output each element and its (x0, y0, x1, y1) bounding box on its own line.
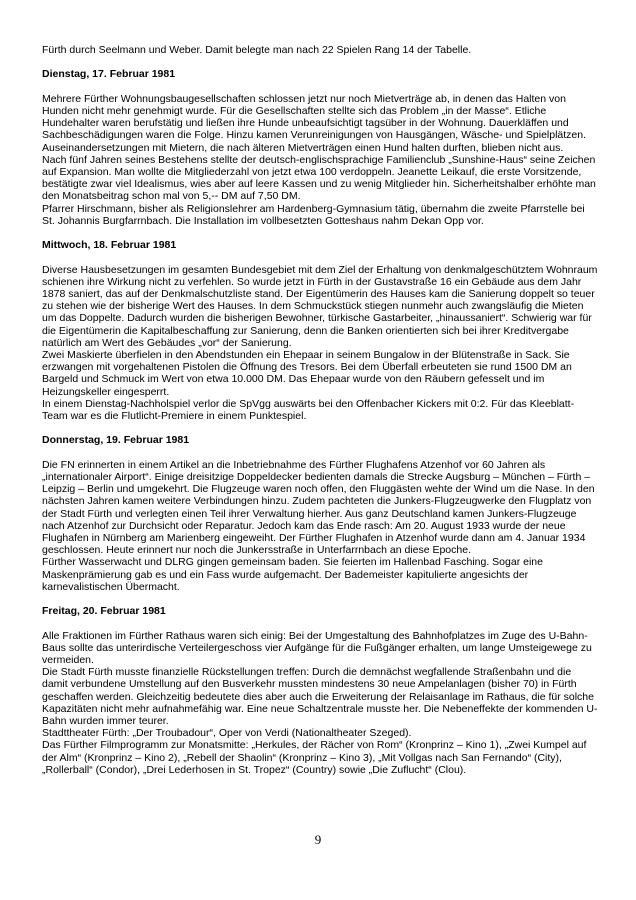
section-heading-donnerstag-19-februar-1981: Donnerstag, 19. Februar 1981 (42, 434, 190, 447)
section-body-donnerstag (42, 459, 598, 593)
paragraph: Mehrere Fürther Wohnungsbaugesellschaften schlossen jetzt nur noch Mietverträge ab, in denen das Halten von Hunden nicht mehr genehmigt wurde. Für die Gesellschaften stellte sich das Problem „in der Masse“. Etliche Hundehalter waren berufstätig und ließen ihre Hunde unbeaufsichtigt tagsüber in der Wohnung. Dauerkläffen und Sachbeschädigungen waren die Folge. Hinzu kamen Verunreinigungen von Hausgängen, Wäsche- und Spielplätzen. Auseinandersetzungen mit Mietern, die nach älteren Mietverträgen einen Hund halten durften, blieben nicht aus. (42, 92, 587, 154)
page-body (42, 44, 598, 776)
paragraph: In einem Dienstag-Nachholspiel verlor die SpVgg auswärts bei den Offenbacher Kickers mit 0:2. Für das Kleeblatt-Team war es die Flutlicht-Premiere in einem Punktespiel. (42, 397, 575, 423)
paragraph: Nach fünf Jahren seines Bestehens stellte der deutsch-englischsprachige Familienclub „Sunshine-Haus“ seine Zeichen auf Expansion. Man wollte die Mitgliederzahl von jetzt etwa 100 verdoppeln. Jeanette Leikauf, die erste Vorsitzende, bestätigte zwar viel Idealismus, wies aber auf leere Kassen und zu wenig Mitglieder hin. Sicherheitshalber erhöhte man den Monatsbeitrag schon mal von 5,-- DM auf 7,50 DM. (42, 153, 596, 203)
paragraph: Das Fürther Filmprogramm zur Monatsmitte: „Herkules, der Rächer von Rom“ (Kronprinz – Kino 1), „Zwei Kumpel auf der Alm“ (Kronprinz – Kino 2), „Rebell der Shaolin“ (Kronprinz – Kino 3), „Mit Vollgas nach San Fernando“ (City), „Rollerball“ (Condor), „Drei Lederhosen in St. Tropez“ (Country) sowie „Die Zuflucht“ (Clou). (42, 739, 587, 776)
section-heading-dienstag-17-februar-1981: Dienstag, 17. Februar 1981 (42, 68, 176, 81)
section-body-dienstag (42, 93, 598, 227)
paragraph: Fürther Wasserwacht und DLRG gingen gemeinsam baden. Sie feierten im Hallenbad Fasching. Sogar eine Maskenprämierung gab es und ein Fass wurde aufgemacht. Der Bademeister kapitulierte angesichts der karnevalistischen Übermacht. (42, 556, 543, 593)
paragraph: Stadttheater Fürth: „Der Troubadour“, Oper von Verdi (Nationaltheater Szeged). (42, 727, 412, 740)
paragraph: Zwei Maskierte überfielen in den Abendstunden ein Ehepaar in seinem Bungalow in der Blütenstraße in Sack. Sie erzwangen mit vorgehaltenen Pistolen die Öffnung des Tresors. Bei dem Überfall erbeuteten sie rund 1500 DM an Bargeld und Schmuck im Wert von etwa 10.000 DM. Das Ehepaar wurde von den Räubern gefesselt und im Heizungskeller eingesperrt. (42, 349, 572, 398)
paragraph: Die FN erinnerten in einem Artikel an die Inbetriebnahme des Fürther Flughafens Atzenhof vor 60 Jahren als „internationaler Airport“. Einige dreisitzige Doppeldecker bedienten damals die Strecke Augsburg – München – Fürth – Leipzig – Berlin und umgekehrt. Die Flugzeuge waren noch offen, den Fluggästen wehte der Wind um die Nase. In den nächsten Jahren kamen weitere Verbindungen hinzu. Zudem pachteten die Junkers-Flugzeugwerke den Flugplatz von der Stadt Fürth und verlegten einen Teil ihrer Verwaltung hierher. Aus ganz Deutschland kamen Junkers-Flugzeuge nach Atzenhof zur Durchsicht oder Reparatur. Jedoch kam das Ende rasch: Am 20. August 1933 wurde der neue Flughafen in Nürnberg am Marienberg eingeweiht. Der Fürther Flughafen in Atzenhof wurde dann am 4. Januar 1934 geschlossen. Heute erinnert nur noch die Junkersstraße in Unterfarrnbach an diese Epoche. (42, 458, 595, 557)
continuation-paragraph: Fürth durch Seelmann und Weber. Damit belegte man nach 22 Spielen Rang 14 der Tabelle. (42, 44, 472, 56)
section-heading-mittwoch-18-februar-1981: Mittwoch, 18. Februar 1981 (42, 239, 177, 252)
page-number: 9 (314, 832, 322, 847)
paragraph: Die Stadt Fürth musste finanzielle Rückstellungen treffen: Durch die demnächst wegfallende Straßenbahn und die damit verbundene Umstellung auf den Busverkehr mussten mindestens 30 neue Ampelanlagen (bisher 70) in Fürth geschaffen werden. Gleichzeitig bedeutete dies aber auch die Erweiterung der Relaisanlage im Rathaus, die für solche Kapazitäten nicht mehr aufnahmefähig war. Eine neue Schaltzentrale musste her. Die Nebeneffekte der kommenden U-Bahn wurden immer teurer. (42, 666, 598, 728)
paragraph: Pfarrer Hirschmann, bisher als Religionslehrer am Hardenberg-Gymnasium tätig, übernahm die zweite Pfarrstelle bei St. Johannis Burgfarrnbach. Die Installation im vollbesetzten Gotteshaus nahm Dekan Opp vor. (42, 202, 585, 227)
section-body-mittwoch (42, 264, 598, 423)
section-heading-freitag-20-februar-1981: Freitag, 20. Februar 1981 (42, 605, 166, 618)
paragraph: Alle Fraktionen im Fürther Rathaus waren sich einig: Bei der Umgestaltung des Bahnhofplatzes im Zuge des U-Bahn-Baus sollte das unterirdische Verteilergeschoss vier Aufgänge für die Fußgänger erhalten, um lange Umsteigewege zu vermeiden. (42, 629, 592, 667)
paragraph: Diverse Hausbesetzungen im gesamten Bundesgebiet mit dem Ziel der Erhaltung von denkmalgeschütztem Wohnraum schienen ihre Wirkung nicht zu verfehlen. So wurde jetzt in Fürth in der Gustavstraße 16 ein Gebäude aus dem Jahr 1878 saniert, das auf der Denkmalschutzliste stand. Der Eigentümerin des Hauses kam die Sanierung doppelt so teuer zu stehen wie der bisherige Wert des Hauses. In dem Schmuckstück stiegen nunmehr auch zwangsläufig die Mieten um das Doppelte. Dadurch wurden die bisherigen Bewohner, türkische Gastarbeiter, „hinaussaniert“. Schwierig war für die Eigentümerin die Kapitalbeschaffung zur Sanierung, denn die Banken orientierten sich bei ihrer Kreditvergabe natürlich am Wert des Gebäudes „vor“ der Sanierung. (42, 263, 598, 349)
section-body-freitag (42, 630, 598, 776)
